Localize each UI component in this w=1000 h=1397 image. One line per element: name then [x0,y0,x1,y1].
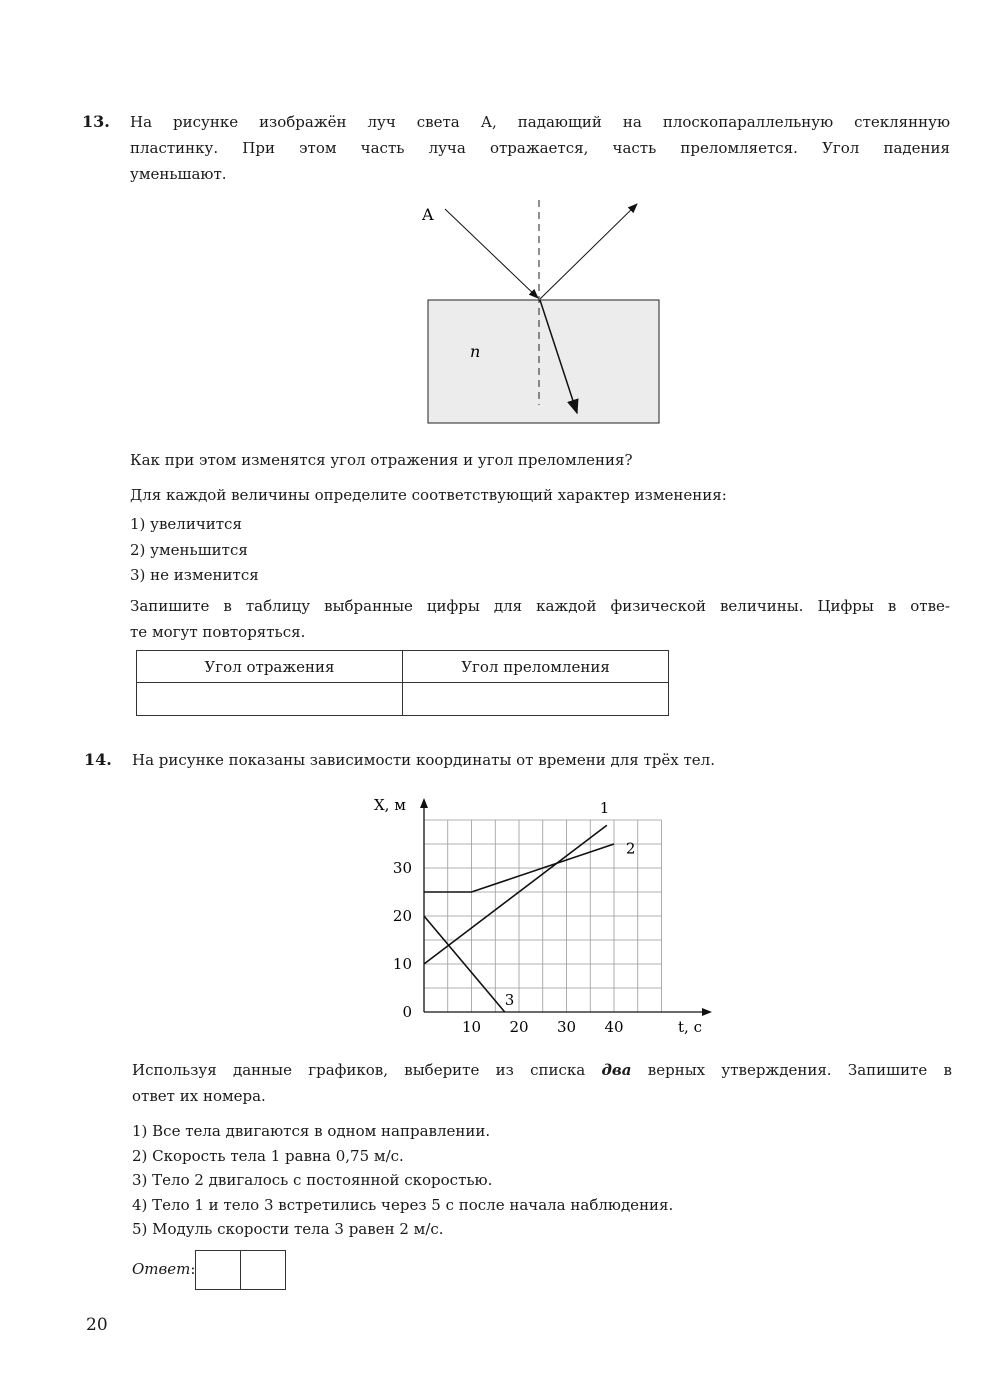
y-axis-label: X, м [374,796,406,814]
q13-table-instr1: Запишите в таблицу выбранные цифры для каждой физической величины. Цифры в отве- [130,597,950,615]
series-label-3: 3 [504,990,515,1009]
x-tick-label: 30 [556,1018,577,1036]
ray-label-a: A [422,205,434,224]
incident-ray [445,209,538,298]
q14-number: 14. [84,750,112,769]
statement-4: 4) Тело 1 и тело 3 встретились через 5 с после начала наблюдения. [132,1195,674,1214]
q14-instr1 [132,1057,952,1083]
x-tick-label: 20 [509,1018,529,1036]
q14-text: На рисунке показаны зависимости координаты от времени для трёх тел. [132,751,715,769]
option-1: 1) увеличится [130,515,242,533]
series-label-2: 2 [625,839,636,858]
answer-table [136,650,669,716]
y-tick-label: 10 [392,955,412,973]
q13-question: Как при этом изменятся угол отражения и угол преломления? [130,451,633,469]
reflected-ray [540,204,637,299]
q13-line1: На рисунке изображён луч света А, падающий на плоскопараллельную стеклянную [130,113,950,131]
q13-options [130,512,259,589]
statement-5: 5) Модуль скорости тела 3 равен 2 м/с. [132,1220,444,1238]
series-line-1 [424,825,607,964]
medium-label-n: n [470,342,481,361]
x-axis-arrow [702,1008,712,1016]
answer-cell-reflection[interactable] [137,683,403,716]
q13-line2: пластинку. При этом часть луча отражается, часть преломляется. Угол падения [130,139,950,157]
y-axis-arrow [420,798,428,808]
x-axis-label: t, с [678,1018,702,1036]
q13-instruction: Для каждой величины определите соответствующий характер изменения: [130,486,727,504]
answer-row: Ответ: [132,1250,286,1290]
instr1-a: Используя данные графиков, выберите из списка [132,1061,602,1079]
answer-box-1[interactable] [195,1250,241,1290]
refraction-diagram [400,195,680,430]
x-tick-label: 40 [604,1018,624,1036]
statement-2: 2) Скорость тела 1 равна 0,75 м/с. [132,1146,404,1165]
statement-1: 1) Все тела двигаются в одном направлении. [132,1122,491,1140]
header-reflection-angle: Угол отражения [137,651,403,683]
header-refraction-angle: Угол преломления [403,651,669,683]
page-number: 20 [86,1315,108,1335]
y-tick-label: 0 [402,1003,412,1021]
glass-plate [428,300,659,423]
q14-instr2: ответ их номера. [132,1087,266,1105]
x-tick-label: 10 [461,1018,482,1036]
y-tick-label: 30 [392,859,412,877]
y-tick-label: 20 [392,907,412,925]
q13-number: 13. [82,112,110,131]
answer-label: Ответ [132,1260,191,1278]
q14-statements [132,1119,673,1242]
instr1-c: верных утверждения. Запишите в [631,1061,952,1079]
position-time-chart [360,790,720,1040]
q13-table-instr2: те могут повторяться. [130,623,306,641]
instr1-emphasis: два [601,1061,632,1079]
statement-3: 3) Тело 2 двигалось с постоянной скоростью. [132,1171,493,1189]
q13-line3: уменьшают. [130,165,227,183]
option-3: 3) не изменится [130,566,259,584]
answer-cell-refraction[interactable] [403,683,669,716]
option-2: 2) уменьшится [130,540,248,559]
series-label-1: 1 [599,798,610,817]
answer-box-2[interactable] [241,1250,286,1290]
